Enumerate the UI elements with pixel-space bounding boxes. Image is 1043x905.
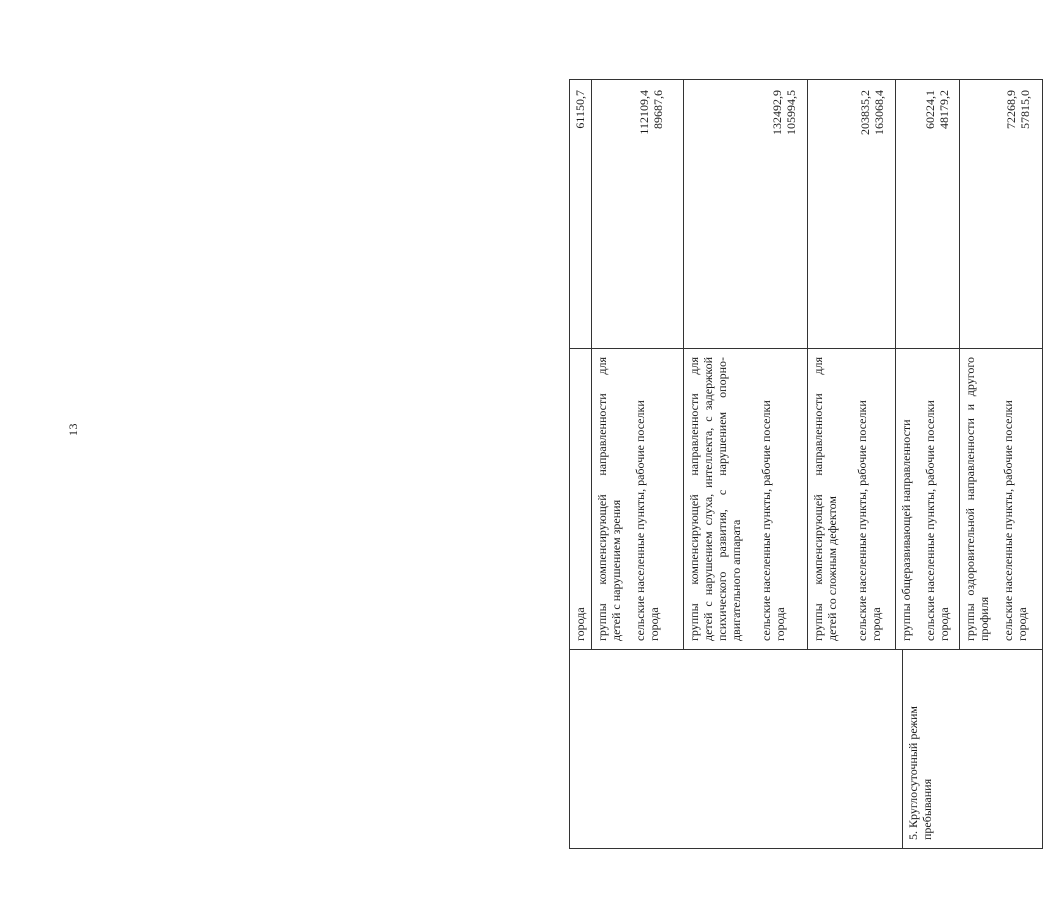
value-row-vision xyxy=(592,80,684,348)
value-text: 132492,9 xyxy=(770,90,784,135)
page-number: 13 xyxy=(66,423,80,436)
row-health xyxy=(960,349,1042,649)
group-title-line: группы компенсирующей направленности для xyxy=(687,357,701,641)
settlement-line: сельские населенные пункты, рабочие поселки xyxy=(633,400,647,641)
settlement-line: города xyxy=(773,607,787,641)
category-cell-empty xyxy=(570,650,902,848)
group-title-line: двигательного аппарата xyxy=(729,519,743,641)
value-text: 72268,9 xyxy=(1004,90,1018,129)
value-text: 61150,7 xyxy=(573,90,587,129)
settlement-line: города xyxy=(1015,607,1029,641)
row-vision xyxy=(592,349,684,649)
settlement-line: сельские населенные пункты, рабочие поселки xyxy=(759,400,773,641)
group-title-line: группы общеразвивающей направленности xyxy=(899,419,913,641)
group-title-line: группы компенсирующей направленности для xyxy=(595,357,609,641)
row-hearing xyxy=(684,349,808,649)
value-text: 112109,4 xyxy=(637,90,651,135)
settlement-line: сельские населенные пункты, рабочие поселки xyxy=(1001,400,1015,641)
value-row-health xyxy=(960,80,1042,348)
group-title-line: детей с нарушением слуха, интеллекта, с задержкой xyxy=(701,357,715,641)
settlement-line: сельские населенные пункты, рабочие поселки xyxy=(923,400,937,641)
group-title-line: детей с нарушением зрения xyxy=(609,499,623,641)
group-title-line: профиля xyxy=(977,596,991,641)
value-row-general xyxy=(896,80,960,348)
settlement-line: города xyxy=(937,607,951,641)
category-cell-section5 xyxy=(902,650,1042,848)
row-complex xyxy=(808,349,896,649)
group-title-line: группы оздоровительной направленности и другого xyxy=(963,357,977,641)
value-text: 89687,6 xyxy=(651,90,665,129)
row-goroda xyxy=(570,349,592,649)
value-row-goroda xyxy=(570,80,592,348)
row-general xyxy=(896,349,960,649)
group-title-line: детей со сложным дефектом xyxy=(825,496,839,641)
row-text: города xyxy=(573,607,587,641)
value-row-complex xyxy=(808,80,896,348)
value-text: 203835,2 xyxy=(858,90,872,135)
value-text: 60224,1 xyxy=(923,90,937,129)
section-5-label: 5. Круглосуточный режим пребывания xyxy=(906,706,934,840)
settlement-line: города xyxy=(869,607,883,641)
value-text: 48179,2 xyxy=(937,90,951,129)
description-column xyxy=(570,348,1042,649)
settlement-line: города xyxy=(647,607,661,641)
settlement-line: сельские населенные пункты, рабочие поселки xyxy=(855,400,869,641)
tariff-table xyxy=(569,79,1043,849)
category-column xyxy=(570,649,1042,848)
group-title-line: группы компенсирующей направленности для xyxy=(811,357,825,641)
value-text: 57815,0 xyxy=(1018,90,1032,129)
values-column xyxy=(570,80,1042,348)
group-title-line: психического развития, с нарушением опорно- xyxy=(715,357,729,641)
value-row-hearing xyxy=(684,80,808,348)
value-text: 105994,5 xyxy=(784,90,798,135)
value-text: 163068,4 xyxy=(872,90,886,135)
